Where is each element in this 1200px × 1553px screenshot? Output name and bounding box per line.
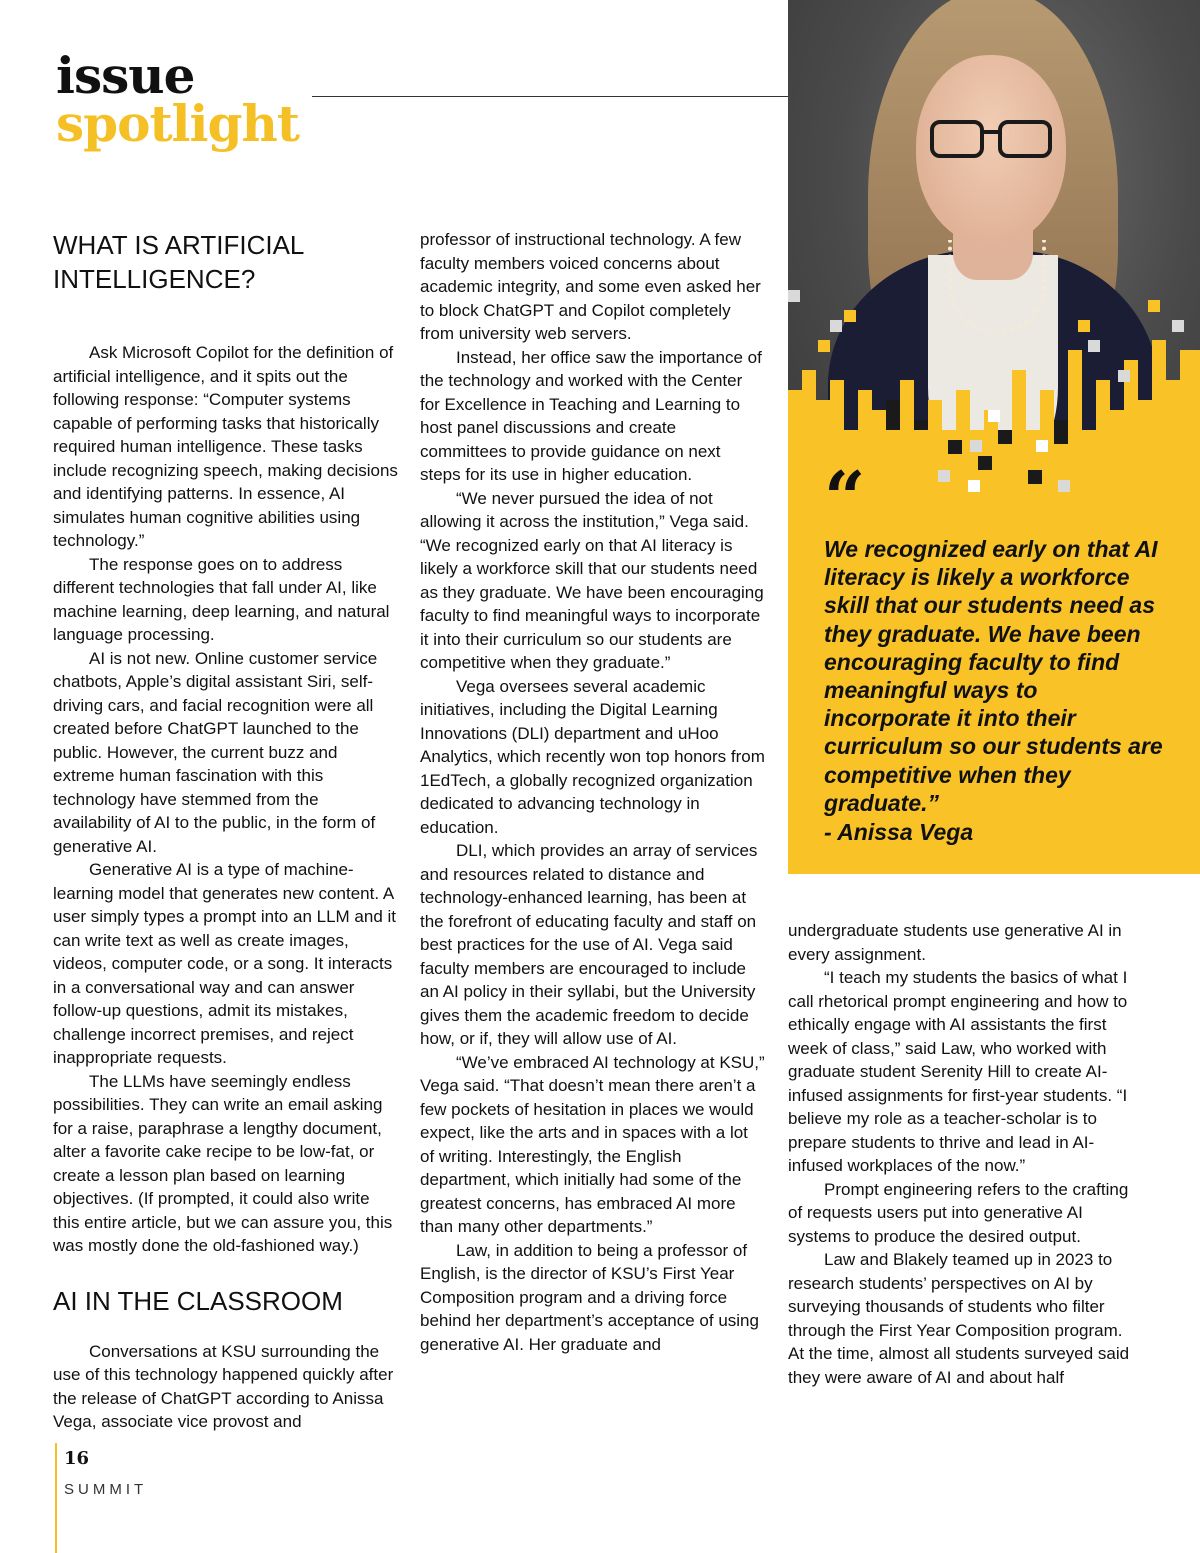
paragraph: “We never pursued the idea of not allowing it across the institution,” Vega said. “We recognized early on that AI literacy is likely a workforce skill that our students need as they graduate. We have been encouraging faculty to find meaningful ways to incorporate it into their curriculum so our students are competitive when they graduate.”: [420, 488, 764, 672]
paragraph: undergraduate students use generative AI in every assignment.: [788, 921, 1122, 964]
paragraph: Generative AI is a type of machine-learning model that generates new content. A user simply types a prompt into an LLM and it can write text as well as create images, videos, computer code, or a song. It interacts in a conversational way and can answer follow-up questions, admit its mistakes, challenge incorrect premises, and reject inappropriate requests.: [53, 860, 396, 1067]
heading-what-is-ai: WHAT IS ARTIFICIAL INTELLIGENCE?: [53, 230, 304, 294]
paragraph: AI is not new. Online customer service chatbots, Apple’s digital assistant Siri, self-driving cars, and facial recognition were all created before ChatGPT launched to the public. However, the current buzz and extreme human fascination with this technology have stemmed from the availability of AI to the public, in the form of generative AI.: [53, 648, 378, 856]
paragraph: Law, in addition to being a professor of English, is the director of KSU’s First Year Composition program and a driving force behind her department’s acceptance of using generative AI. Her graduate and: [420, 1240, 759, 1354]
footer-rule: [55, 1443, 57, 1553]
paragraph: DLI, which provides an array of services and resources related to distance and technology-enhanced learning, has been at the forefront of educating faculty and staff on best practices for the use of AI. Vega said faculty members are encouraged to include an AI policy in their syllabi, but the University gives them the academic freedom to decide how, or if, they will allow use of AI.: [420, 841, 758, 1048]
page-number: 16: [64, 1448, 90, 1469]
publication-name: SUMMIT: [64, 1481, 148, 1498]
article-column-3: [788, 919, 1138, 1389]
article-column-1: [53, 228, 398, 1434]
paragraph: Ask Microsoft Copilot for the definition of artificial intelligence, and it spits out the following response: “Computer systems capable of performing tasks that historically required human intelligence. These tasks include recognizing speech, making decisions and identifying patterns. In essence, AI simulates human cognitive abilities using technology.”: [53, 343, 398, 550]
heading-ai-in-classroom: AI IN THE CLASSROOM: [53, 1285, 343, 1316]
paragraph: Prompt engineering refers to the crafting of requests users put into generative AI systems to produce the desired output.: [788, 1179, 1129, 1246]
paragraph: The LLMs have seemingly endless possibilities. They can write an email asking for a raise, paraphrase a lengthy document, alter a favorite cake recipe to be low-fat, or create a lesson plan based on learning objectives. (If prompted, it could also write this entire article, but we can assure you, this was mostly done the old-fashioned way.): [53, 1071, 393, 1255]
paragraph: “I teach my students the basics of what I call rhetorical prompt engineering and how to ethically engage with AI assistants the first week of class,” said Law, who worked with graduate student Serenity Hill to create AI-infused assignments for first-year students. “I believe my role as a teacher-scholar is to prepare students to thrive and lead in AI-infused workplaces of the now.”: [788, 968, 1128, 1175]
pull-quote-attribution: - Anissa Vega: [824, 819, 974, 845]
pull-quote-text: We recognized early on that AI literacy is likely a workforce skill that our students need as they graduate. We have been encouraging faculty to find meaningful ways to incorporate it into their curriculum so our students are competitive when they graduate.”: [824, 536, 1163, 816]
paragraph: Instead, her office saw the importance of the technology and worked with the Center for Excellence in Teaching and Learning to host panel discussions and create committees to provide guidance on next steps for its use in higher education.: [420, 347, 762, 484]
paragraph: The response goes on to address different technologies that fall under AI, like machine learning, deep learning, and natural language processing.: [53, 554, 390, 644]
paragraph: Law and Blakely teamed up in 2023 to research students’ perspectives on AI by surveying thousands of students who filter through the First Year Composition program. At the time, almost all students surveyed said they were aware of AI and about half: [788, 1250, 1130, 1387]
quote-mark-icon: “: [824, 455, 866, 540]
paragraph: Vega oversees several academic initiatives, including the Digital Learning Innovations (DLI) department and uHoo Analytics, which recently won top honors from 1EdTech, a globally recognized organization dedicated to advancing technology in education.: [420, 676, 765, 837]
article-column-2: [420, 228, 765, 1356]
paragraph: professor of instructional technology. A few faculty members voiced concerns about academic integrity, and some even asked her to block ChatGPT and Copilot completely from university web servers.: [420, 230, 761, 343]
glasses-icon: [926, 118, 1056, 160]
section-title-spotlight: spotlight: [56, 94, 299, 153]
header-rule: [312, 96, 788, 97]
paragraph: Conversations at KSU surrounding the use of this technology happened quickly after the release of ChatGPT according to Anissa Vega, associate vice provost and: [53, 1341, 394, 1431]
paragraph: “We’ve embraced AI technology at KSU,” Vega said. “That doesn’t mean there aren’t a few pockets of hesitation in places we would expect, like the arts and in spaces with a lot of writing. Interestingly, the English department, which initially had some of the greatest concerns, has embraced AI more than many other departments.”: [420, 1052, 765, 1236]
section-title-issue: issue: [56, 46, 195, 105]
